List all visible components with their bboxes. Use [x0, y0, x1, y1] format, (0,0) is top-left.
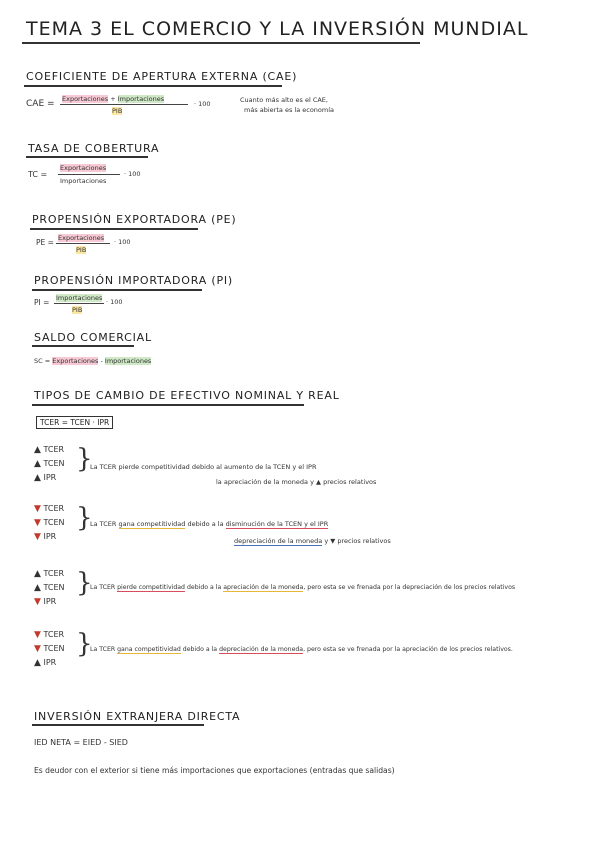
pe-numerator: Exportaciones	[58, 234, 105, 242]
tipos-heading-underline	[32, 404, 304, 406]
sc-imports: Importaciones	[104, 357, 152, 365]
group4-depreciation: depreciación de la moneda	[219, 646, 304, 653]
ied-note: Es deudor con el exterior si tiene más importaciones que exportaciones (entradas que salidas)	[34, 766, 395, 775]
pi-lhs: PI =	[34, 298, 50, 307]
group3-subject: La TCER	[90, 584, 116, 591]
group3-line1	[90, 584, 515, 591]
group4-line1	[90, 646, 513, 653]
group4-symbols	[34, 628, 65, 670]
group3-row3-label: IPR	[43, 597, 57, 606]
group1-symbols	[34, 443, 65, 485]
triangle-down-icon: ▼	[34, 532, 41, 542]
triangle-down-icon: ▼	[34, 518, 41, 528]
ied-heading: INVERSIÓN EXTRANJERA DIRECTA	[34, 710, 241, 723]
group2-line2	[234, 537, 391, 545]
cae-exports: Exportaciones	[62, 95, 109, 103]
sc-formula	[34, 357, 151, 365]
tc-lhs: TC =	[28, 170, 48, 179]
pi-denominator: PIB	[72, 306, 83, 314]
tc-heading-underline	[26, 156, 148, 158]
group2-line1	[90, 520, 328, 528]
group1-line1	[90, 463, 316, 471]
group2-brace: }	[76, 503, 93, 533]
group2-row3-label: IPR	[43, 532, 57, 541]
triangle-down-icon: ▼	[34, 504, 41, 514]
group3-brace: }	[76, 568, 93, 598]
sc-heading: SALDO COMERCIAL	[34, 331, 152, 344]
triangle-up-icon: ▲	[34, 658, 41, 668]
triangle-up-icon: ▲	[34, 569, 41, 579]
group2-row2-label: TCEN	[43, 518, 65, 527]
group4-row2-label: TCEN	[43, 644, 65, 653]
pe-denominator: PIB	[76, 246, 87, 254]
tc-numerator: Exportaciones	[60, 164, 107, 172]
group4-verb: gana competitividad	[117, 646, 181, 653]
triangle-down-icon: ▼	[34, 630, 41, 640]
cae-fraction-bar	[60, 104, 188, 105]
cae-numerator	[62, 95, 164, 103]
triangle-down-icon: ▼	[34, 644, 41, 654]
sc-lhs: SC =	[34, 357, 51, 365]
group2-symbols	[34, 502, 65, 544]
group2-subject: La TCER	[90, 520, 117, 528]
group3-row1-label: TCER	[43, 569, 65, 578]
group1-row3-label: IPR	[43, 473, 57, 482]
group1-and: y	[310, 478, 314, 486]
group1-verb: pierde competitividad	[118, 463, 190, 471]
group3-row2-label: TCEN	[43, 583, 65, 592]
group4-subject: La TCER	[90, 646, 116, 653]
group2-row1-label: TCER	[43, 504, 65, 513]
cae-note-line2: más abierta es la economía	[244, 106, 335, 114]
group1-subject: La TCER	[90, 463, 117, 471]
group3-appreciation: apreciación de la moneda	[223, 584, 304, 591]
group4-offset: , pero esta se ve frenada por la apreciación de los precios relativos.	[303, 646, 513, 653]
group3-verb: pierde competitividad	[117, 584, 185, 591]
cae-plus: +	[110, 95, 116, 103]
group2-relative-prices: ▼ precios relativos	[330, 537, 391, 545]
tipos-formula-box: TCER = TCEN · IPR	[36, 416, 113, 429]
pi-numerator: Importaciones	[56, 294, 103, 302]
ied-formula: IED NETA = EIED - SIED	[34, 738, 128, 747]
group1-appreciation: la apreciación de la moneda	[216, 478, 308, 486]
cae-imports: Importaciones	[117, 95, 165, 103]
ied-heading-underline	[32, 724, 204, 726]
triangle-up-icon: ▲	[34, 473, 41, 483]
group3-cause: debido a la	[186, 584, 222, 591]
group4-cause: debido a la	[182, 646, 218, 653]
cae-lhs: CAE =	[26, 99, 55, 109]
tc-denominator: Importaciones	[60, 177, 107, 185]
title-underline	[22, 42, 420, 44]
cae-heading: COEFICIENTE DE APERTURA EXTERNA (CAE)	[26, 70, 298, 83]
pe-heading: PROPENSIÓN EXPORTADORA (PE)	[32, 213, 237, 226]
group2-depreciation: depreciación de la moneda	[234, 537, 323, 545]
cae-denominator: PIB	[112, 107, 123, 115]
triangle-down-icon: ▼	[34, 597, 41, 607]
tipos-heading: TIPOS DE CAMBIO DE EFECTIVO NOMINAL Y REAL	[34, 389, 340, 402]
pi-heading: PROPENSIÓN IMPORTADORA (PI)	[34, 274, 234, 287]
page-title: TEMA 3 EL COMERCIO Y LA INVERSIÓN MUNDIAL	[26, 18, 529, 40]
group1-relative-prices: ▲ precios relativos	[316, 478, 377, 486]
pe-heading-underline	[30, 228, 198, 230]
triangle-up-icon: ▲	[34, 459, 41, 469]
pe-fraction-bar	[56, 243, 110, 244]
pi-heading-underline	[32, 289, 202, 291]
group2-and: y	[324, 537, 329, 545]
sc-heading-underline	[32, 345, 134, 347]
group2-decrease: disminución de la TCEN y el IPR	[225, 520, 329, 528]
tc-fraction-bar	[58, 174, 120, 175]
triangle-up-icon: ▲	[34, 445, 41, 455]
group3-offset: , pero esta se ve frenada por la depreciación de los precios relativos	[303, 584, 516, 591]
cae-note-line1: Cuanto más alto es el CAE,	[240, 96, 328, 104]
sc-exports: Exportaciones	[52, 357, 99, 365]
pe-lhs: PE =	[36, 238, 54, 247]
group1-row1-label: TCER	[43, 445, 65, 454]
sc-minus: -	[100, 357, 103, 365]
group1-row2-label: TCEN	[43, 459, 65, 468]
triangle-up-icon: ▲	[34, 583, 41, 593]
cae-heading-underline	[24, 85, 282, 87]
group2-cause: debido a la	[187, 520, 224, 528]
pi-times: · 100	[106, 298, 123, 306]
group4-row3-label: IPR	[43, 658, 57, 667]
group1-brace: }	[76, 444, 93, 474]
group3-symbols	[34, 567, 65, 609]
group2-verb: gana competitividad	[118, 520, 186, 528]
group1-line2	[216, 478, 376, 486]
tc-times: · 100	[124, 170, 141, 178]
cae-times: · 100	[194, 100, 211, 108]
pi-fraction-bar	[54, 303, 104, 304]
group1-cause: debido al aumento de la TCEN y el IPR	[191, 463, 317, 471]
pe-times: · 100	[114, 238, 131, 246]
group4-row1-label: TCER	[43, 630, 65, 639]
tc-heading: TASA DE COBERTURA	[28, 142, 160, 155]
group4-brace: }	[76, 629, 93, 659]
